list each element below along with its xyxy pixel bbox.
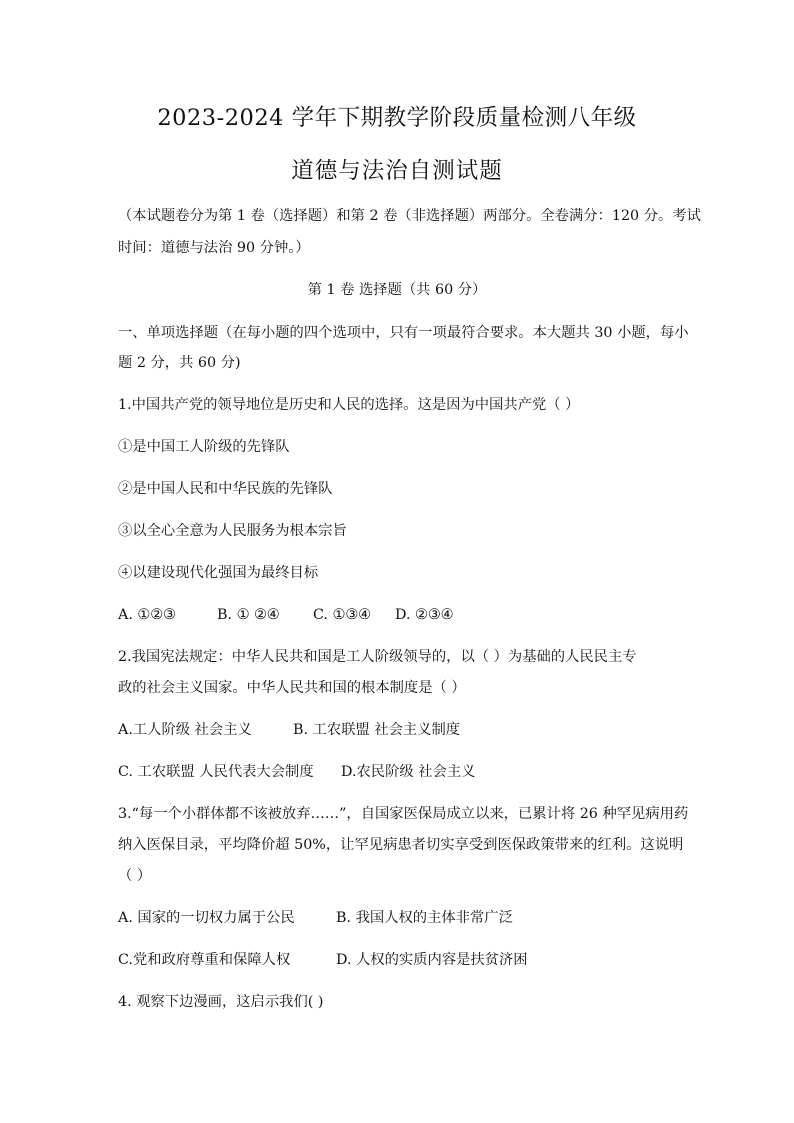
q1-item-2: ②是中国人民和中华民族的先锋队 <box>118 481 333 497</box>
q2-option-a: A.工人阶级 社会主义 <box>118 722 252 738</box>
q1-option-d: D. ②③④ <box>395 607 454 623</box>
intro-line-2: 时间：道德与法治 90 分钟。） <box>118 240 310 256</box>
q3-stem-2: 纳入医保目录，平均降价超 50%，让罕见病患者切实享受到医保政策带来的红利。这说明 <box>118 837 684 853</box>
q2-stem-2: 政的社会主义国家。中华人民共和国的根本制度是（ ） <box>118 680 466 696</box>
q3-option-c: C.党和政府尊重和保障人权 <box>118 952 291 968</box>
q2-options-row-2 <box>118 761 475 783</box>
volume-title: 第 1 卷 选择题（共 60 分） <box>307 282 487 298</box>
exam-title: 2023-2024 学年下期教学阶段质量检测八年级 <box>157 105 637 131</box>
q2-option-c: C. 工农联盟 人民代表大会制度 <box>118 764 314 780</box>
q1-stem: 1.中国共产党的领导地位是历史和人民的选择。这是因为中国共产党（ ） <box>118 397 580 413</box>
q1-option-b: B. ① ②④ <box>217 607 280 623</box>
section-line-1: 一、单项选择题（在每小题的四个选项中，只有一项最符合要求。本大题共 30 小题，每小 <box>118 325 689 341</box>
q3-option-a: A. 国家的一切权力属于公民 <box>118 910 295 926</box>
intro-line-1: （本试题卷分为第 1 卷（选择题）和第 2 卷（非选择题）两部分。全卷满分：120 分。考试 <box>118 208 701 224</box>
q1-item-1: ①是中国工人阶级的先锋队 <box>118 439 290 455</box>
q3-option-d: D. 人权的实质内容是扶贫济困 <box>336 952 528 968</box>
q3-option-b: B. 我国人权的主体非常广泛 <box>336 910 513 926</box>
q2-option-b: B. 工农联盟 社会主义制度 <box>293 722 461 738</box>
q3-stem-3: （ ） <box>118 868 152 884</box>
q1-item-4: ④以建设现代化强国为最终目标 <box>118 565 319 581</box>
section-line-2: 题 2 分，共 60 分) <box>118 355 241 371</box>
q4-stem: 4. 观察下边漫画，这启示我们( ) <box>118 994 324 1010</box>
q3-stem-1: 3.“每一个小群体都不该被放弃……”，自国家医保局成立以来，已累计将 26 种罕见病用药 <box>118 806 689 822</box>
q2-option-d: D.农民阶级 社会主义 <box>341 764 476 780</box>
q2-options-row-1 <box>118 719 460 741</box>
q3-options-row-2 <box>118 949 528 971</box>
exam-subtitle: 道德与法治自测试题 <box>291 158 503 184</box>
q1-options <box>118 604 454 626</box>
q1-item-3: ③以全心全意为人民服务为根本宗旨 <box>118 523 347 539</box>
q2-stem-1: 2.我国宪法规定：中华人民共和国是工人阶级领导的，以（ ）为基础的人民民主专 <box>118 649 637 665</box>
q3-options-row-1 <box>118 907 513 929</box>
q1-option-a: A. ①②③ <box>118 607 176 623</box>
q1-option-c: C. ①③④ <box>313 607 371 623</box>
